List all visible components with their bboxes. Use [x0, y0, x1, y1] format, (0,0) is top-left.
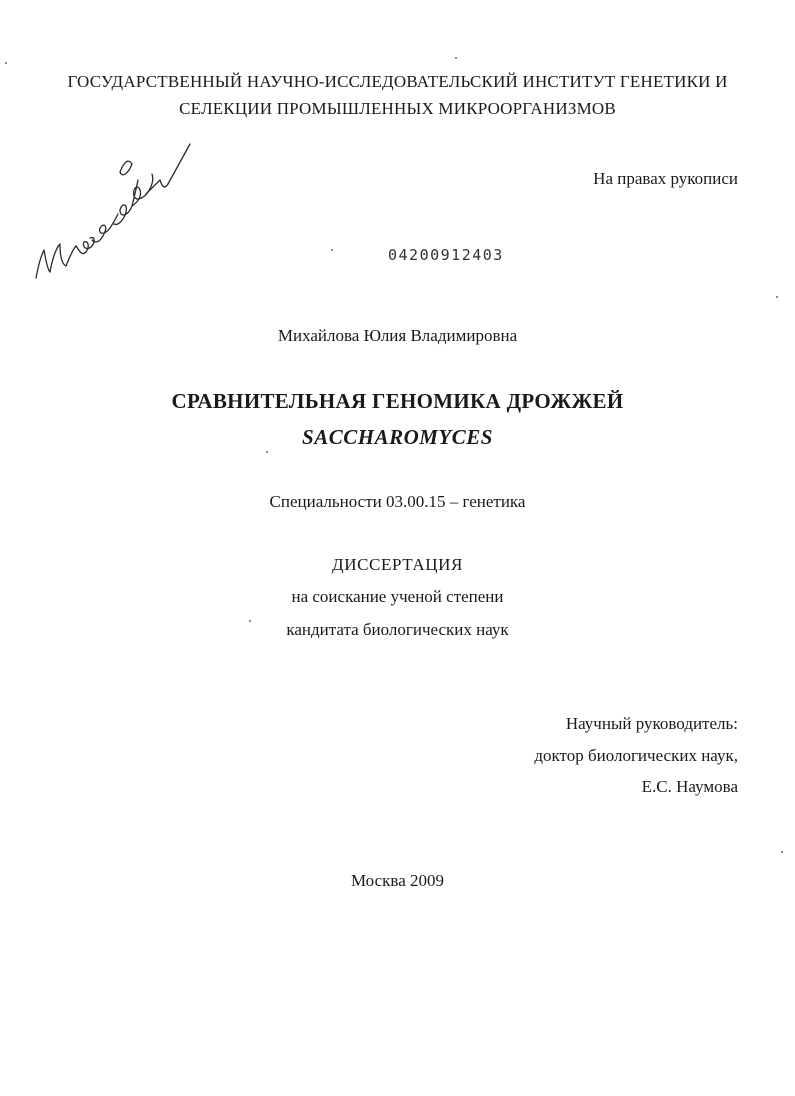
handwritten-signature — [28, 140, 203, 290]
supervisor-name: Е.С. Наумова — [641, 777, 738, 796]
institute-name-line-2: СЕЛЕКЦИИ ПРОМЫШЛЕННЫХ МИКРООРГАНИЗМОВ — [179, 99, 616, 118]
institute-name-line-1: ГОСУДАРСТВЕННЫЙ НАУЧНО-ИССЛЕДОВАТЕЛЬСКИЙ ИНСТИТУТ ГЕНЕТИКИ И — [67, 72, 728, 91]
city-year: Москва 2009 — [350, 871, 445, 890]
rights-note: На правах рукописи — [593, 169, 738, 188]
dissertation-title: СРАВНИТЕЛЬНАЯ ГЕНОМИКА ДРОЖЖЕЙ — [171, 389, 624, 413]
scan-speck — [455, 57, 457, 59]
degree-purpose: на соискание ученой степени — [291, 587, 504, 606]
specialty: Специальности 03.00.15 – генетика — [269, 492, 526, 511]
dissertation-title-latin: SACCHAROMYCES — [302, 425, 493, 449]
dissertation-heading: ДИССЕРТАЦИЯ — [332, 555, 463, 574]
scan-speck — [781, 851, 783, 853]
scan-speck — [249, 620, 251, 622]
scan-speck — [5, 62, 7, 64]
supervisor-degree: доктор биологических наук, — [534, 746, 738, 765]
supervisor-label: Научный руководитель: — [565, 714, 738, 733]
scan-speck — [331, 249, 333, 251]
author-name: Михайлова Юлия Владимировна — [277, 326, 518, 345]
scan-speck — [776, 296, 778, 298]
scan-speck — [266, 451, 268, 453]
degree-name: кандитата биологических наук — [286, 620, 509, 639]
catalog-number: 04200912403 — [388, 246, 504, 264]
